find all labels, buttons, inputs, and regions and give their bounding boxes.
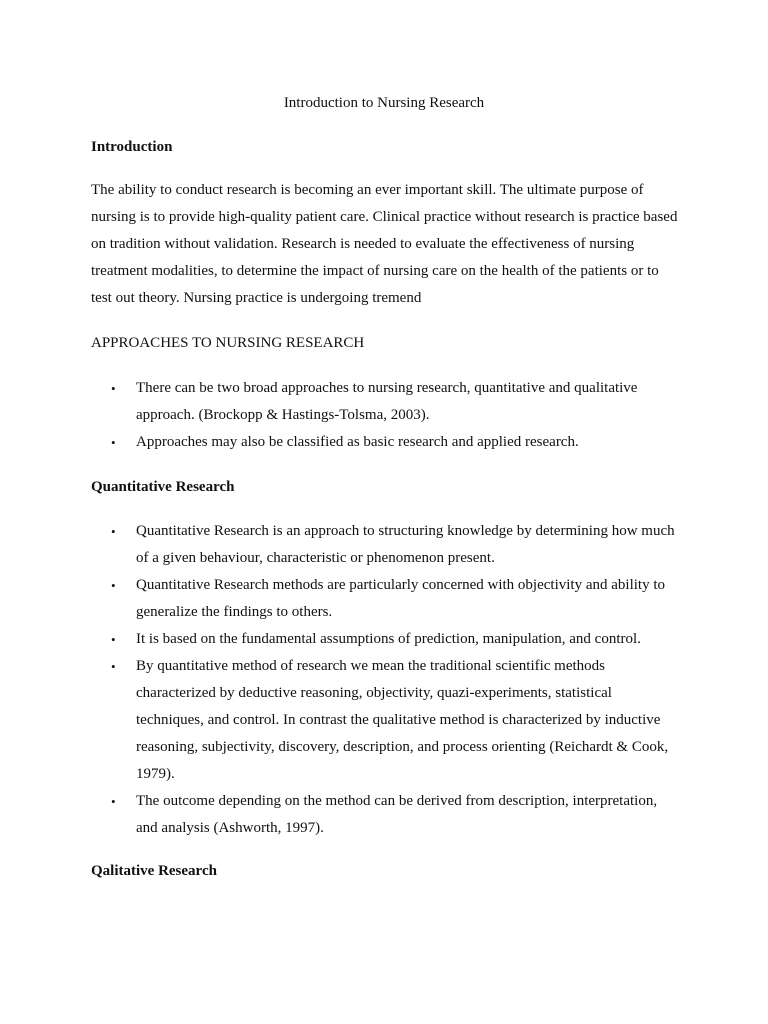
- list-item: [91, 653, 681, 788]
- heading-quantitative: Quantitative Research: [91, 479, 235, 495]
- list-item-text: By quantitative method of research we mean the traditional scientific methods characterized by deductive reasoning, objectivity, quazi-experiments, statistical techniques, and control. In contrast the qualitative method is characterized by inductive reasoning, subjectivity, discovery, description, and process orienting (Reichardt & Cook, 1979).: [136, 658, 669, 782]
- list-item-text: There can be two broad approaches to nursing research, quantitative and qualitative approach. (Brockopp & Hastings-Tolsma, 2003).: [136, 380, 638, 423]
- list-item: [91, 518, 681, 572]
- list-item-text: Quantitative Research methods are particularly concerned with objectivity and ability to generalize the findings to others.: [136, 577, 665, 620]
- list-item: [91, 429, 681, 456]
- document-title: Introduction to Nursing Research: [283, 95, 485, 111]
- bullet-icon: •: [111, 524, 116, 539]
- list-item: [91, 788, 681, 842]
- list-item-text: Quantitative Research is an approach to structuring knowledge by determining how much of a given behaviour, characteristic or phenomenon present.: [136, 523, 675, 566]
- list-item-text: It is based on the fundamental assumptions of prediction, manipulation, and control.: [136, 631, 641, 647]
- list-item: [91, 626, 681, 653]
- list-item: [91, 375, 681, 429]
- bullet-icon: •: [111, 381, 116, 396]
- introduction-paragraph: The ability to conduct research is becoming an ever important skill. The ultimate purpose of nursing is to provide high-quality patient care. Clinical practice without research is practice based on tradition without validation. Research is needed to evaluate the effectiveness of nursing treatment modalities, to determine the impact of nursing care on the health of the patients or to test out theory. Nursing practice is undergoing tremend: [91, 182, 678, 306]
- heading-introduction: Introduction: [91, 139, 173, 155]
- bullet-icon: •: [111, 659, 116, 674]
- approaches-list: [91, 375, 681, 456]
- heading-approaches: APPROACHES TO NURSING RESEARCH: [91, 335, 365, 351]
- list-item-text: The outcome depending on the method can be derived from description, interpretation, and analysis (Ashworth, 1997).: [136, 793, 658, 836]
- bullet-icon: •: [111, 435, 116, 450]
- heading-qualitative: Qalitative Research: [91, 863, 217, 879]
- bullet-icon: •: [111, 632, 116, 647]
- bullet-icon: •: [111, 578, 116, 593]
- list-item-text: Approaches may also be classified as basic research and applied research.: [136, 434, 579, 450]
- quantitative-list: [91, 518, 681, 842]
- bullet-icon: •: [111, 794, 116, 809]
- list-item: [91, 572, 681, 626]
